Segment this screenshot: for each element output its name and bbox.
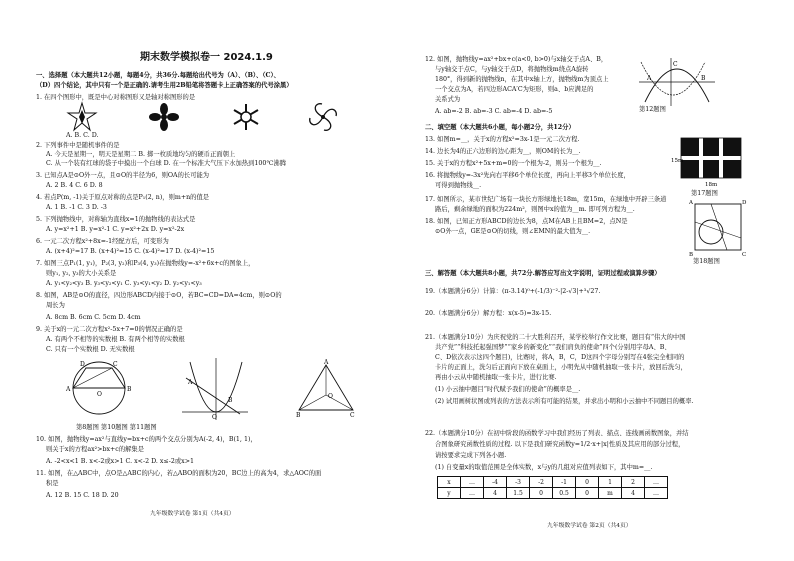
table-cell: x bbox=[438, 477, 461, 488]
q1-shape-c-icon bbox=[230, 102, 262, 132]
fig17-width-label: 15m bbox=[671, 158, 684, 164]
figure-captions-row: 第8题图 第10题图 第11题图 bbox=[76, 424, 157, 431]
q1-shape-b-icon bbox=[148, 102, 180, 132]
table-cell: -2 bbox=[530, 477, 553, 488]
question-2-options-ab: A. 今天是星期一，明天是星期二 B. 掷一枚质地均匀的硬币正面朝上 bbox=[46, 151, 236, 158]
question-13: 13. 如图m=__，关于x的方程x²=3x-1是一元二次方程. bbox=[425, 136, 580, 143]
table-row-y bbox=[438, 488, 668, 499]
question-3: 3. 已知点A是⊙O外一点，且⊙O的半径为6，则OA的长可能为 bbox=[36, 172, 210, 179]
left-footer: 九年级数学试卷 第1页（共4页） bbox=[150, 511, 235, 517]
fig12-parabolas-diagram bbox=[637, 56, 717, 108]
table-cell: -3 bbox=[507, 477, 530, 488]
question-16: 16. 将抛物线y=-3x²先向右平移6个单位长度，再向上平移3个单位长度， bbox=[425, 172, 630, 179]
svg-text:A: A bbox=[689, 200, 693, 206]
section-1-heading: 一、选择题（本大题共12小题，每题4分，共36分.每题给出代号为（A）、（B）、（C）、 bbox=[36, 72, 280, 79]
table-cell: 0 bbox=[530, 488, 553, 499]
question-6-options: A. (x+4)²=17 B. (x+4)²=15 C. (x-4)²=17 D. (x-4)²=15 bbox=[46, 248, 215, 255]
fig17-length-label: 18m bbox=[705, 182, 718, 188]
question-12-line4: 一个交点为A，若四边形ACA′C为矩形，则a、b应满足的 bbox=[435, 86, 594, 93]
svg-text:A: A bbox=[188, 379, 193, 386]
table-cell: 4 bbox=[484, 488, 507, 499]
question-10-options: A. -2<x<1 B. x<-2或x>1 C. x<-2 D. x≤-2或x>1 bbox=[46, 458, 194, 465]
question-2: 2. 下列事件中是随机事件的是 bbox=[36, 142, 120, 149]
section-1-instructions: （D）四个结论，其中只有一个是正确的.请考生用2B铅笔将答题卡上正确答案的代号涂黑） bbox=[36, 82, 293, 89]
svg-text:O: O bbox=[97, 391, 102, 398]
question-16-cont: 可得到抛物线__. bbox=[435, 182, 482, 189]
fig11-triangle-diagram bbox=[296, 359, 356, 419]
svg-text:C: C bbox=[673, 61, 678, 68]
question-11: 11. 如图，在△ABC中，点O是△ABC的内心，若△ABO的面积为20，BC边上的高为4，求△AOC的面 bbox=[36, 470, 322, 477]
fig8-circle-diagram bbox=[64, 356, 134, 418]
svg-text:C: C bbox=[350, 412, 355, 419]
table-cell: 1.5 bbox=[507, 488, 530, 499]
fig18-square-circle-diagram bbox=[687, 198, 749, 256]
table-row-x bbox=[438, 477, 668, 488]
question-9-options-ab: A. 有两个不相等的实数根 B. 有两个相等的实数根 bbox=[46, 336, 185, 343]
right-footer: 九年级数学试卷 第2页（共4页） bbox=[547, 523, 632, 529]
question-8: 8. 如图，AB是⊙O的直径，四边形ABCD内接于⊙O，若BC=CD=DA=4cm，则⊙O的 bbox=[36, 292, 282, 299]
question-10-cont: 则关于x的方程ax²>bx+c的解集是 bbox=[46, 446, 145, 453]
question-21: 21.（本题满分10分）为庆祝党的二十大胜利召开，某学校举行作文比赛，题目有“伟大的中国 bbox=[425, 334, 686, 341]
question-15: 15. 关于x的方程x²+5x+m=0的一个根为-2，则另一个根为__. bbox=[425, 160, 602, 167]
svg-text:A: A bbox=[66, 386, 71, 393]
question-19: 19.（本题满分6分）计算：(π-3.14)⁰+(-1/3)⁻²-|2-√3|+³√27. bbox=[425, 288, 601, 295]
svg-text:D: D bbox=[742, 200, 747, 206]
question-18-cont: ⊙O外一点，GE是⊙O的切线，则∠EMN的最大值为__. bbox=[435, 228, 591, 235]
table-cell: 4 bbox=[622, 488, 645, 499]
table-cell: 0 bbox=[576, 488, 599, 499]
question-11-cont: 积是 bbox=[46, 480, 59, 487]
question-7-options: A. y₁<y₂<y₃ B. y₃<y₂<y₁ C. y₃<y₁<y₂ D. y₂<y₁<y₃ bbox=[46, 280, 202, 287]
question-8-cont: 周长为 bbox=[46, 302, 65, 309]
question-4: 4. 若点P(m, -1)关于原点对称的点是P₁(2, n)，则m+n的值是 bbox=[36, 194, 210, 201]
question-7-cont: 则y₁, y₂, y₃的大小关系是 bbox=[46, 270, 117, 277]
question-12-line3: 180°，得到新的抛物线n，在其中x轴上方，抛物线m为顶点上 bbox=[435, 76, 609, 83]
section-2-heading: 二、填空题（本大题共6小题，每小题2分，共12分） bbox=[425, 124, 575, 131]
question-21-part1: (1) 小云抽中题目“时代赋予我们的使命”的概率是__. bbox=[435, 386, 581, 393]
table-cell: m bbox=[599, 488, 622, 499]
right-page bbox=[397, 0, 794, 561]
question-22: 22.（本题满分10分）在初中阶段的函数学习中我们经历了列表、描点、连线画函数图象，并结 bbox=[425, 430, 689, 437]
question-22-line3: 请按要求完成下列各小题. bbox=[435, 452, 507, 459]
table-cell: … bbox=[645, 477, 668, 488]
svg-text:B: B bbox=[127, 386, 132, 393]
question-2-options-cd: C. 从一个装有红球的袋子中摸出一个白球 D. 在一个标准大气压下水加热到100℃沸腾 bbox=[46, 160, 286, 167]
svg-text:A: A bbox=[324, 359, 329, 366]
svg-text:O: O bbox=[328, 393, 333, 400]
question-6: 6. 一元二次方程x²+8x=-1经配方后，可变形为 bbox=[36, 238, 169, 245]
question-17-cont: 路后，剩余绿地的面积为224m²，则图中x的值为__m. 即可列方程为__. bbox=[435, 206, 635, 213]
table-cell: … bbox=[461, 488, 484, 499]
question-18: 18. 如图，已知正方形ABCD的边长为8，点M在AB上且BM=2，点N是 bbox=[425, 218, 628, 225]
table-cell: 0 bbox=[576, 477, 599, 488]
table-cell: … bbox=[645, 488, 668, 499]
svg-text:C: C bbox=[742, 252, 747, 258]
question-21-part2: (2) 试用画树状图或列表的方法表示所有可能的结果，并求出小明和小云抽中不同题目的概率. bbox=[435, 398, 694, 405]
question-20: 20.（本题满分6分）解方程：x(x-5)=3x-15. bbox=[425, 310, 552, 317]
question-3-options: A. 2 B. 4 C. 6 D. 8 bbox=[46, 182, 103, 189]
question-21-line4: 卡片的正面上，洗匀后正面向下放在桌面上，小明先从中随机抽取一张卡片，放回后洗匀， bbox=[435, 364, 687, 371]
question-5-options: A. y=x²+1 B. y=x²-1 C. y=x²+2x D. y=x²-2x bbox=[46, 226, 185, 233]
section-3-heading: 三、解答题（本大题共8小题，共72分.解答应写出文字说明，证明过程或演算步骤） bbox=[425, 270, 661, 277]
q1-shape-d-icon bbox=[306, 100, 340, 134]
fig10-parabola-diagram bbox=[180, 356, 250, 422]
table-cell: -1 bbox=[553, 477, 576, 488]
q1-shape-a-icon bbox=[66, 102, 98, 132]
question-5: 5. 下列抛物线中，对称轴为直线x=1的抛物线的表达式是 bbox=[36, 216, 196, 223]
question-12-options: A. ab=-2 B. ab=-3 C. ab=-4 D. ab=-5 bbox=[435, 108, 553, 115]
question-12: 12. 如图，抛物线y=ax²+bx+c(a<0, b>0)与x轴交于点A、B， bbox=[425, 56, 608, 63]
question-1-options: A. B. C. D. bbox=[66, 132, 99, 139]
table-cell: y bbox=[438, 488, 461, 499]
fig17-caption: 第17题图 bbox=[691, 190, 718, 197]
question-9-options-cd: C. 只有一个实数根 D. 无实数根 bbox=[46, 346, 135, 353]
svg-text:D: D bbox=[80, 361, 85, 368]
fig17-lawn-diagram bbox=[671, 132, 745, 190]
svg-text:B: B bbox=[296, 412, 301, 419]
question-21-line3: C、D依次表示这四个题目)，比赛时，将A，B，C，D这四个字母分别写在4张完全相同的 bbox=[435, 354, 685, 361]
question-12-line2: 与y轴交于点C，与y轴交于点D，将抛物线m绕点A旋转 bbox=[435, 66, 589, 73]
question-10: 10. 如图，抛物线y=ax²与直线y=bx+c的两个交点分别为A(-2, 4)，B(1, 1)， bbox=[36, 436, 257, 443]
question-12-line5: 关系式为 bbox=[435, 96, 461, 103]
question-22-line2: 合图象研究函数性质的过程. 以下是我们研究函数y=1/2·x+|x|性质及其应用的部分过程， bbox=[435, 441, 685, 448]
question-21-line5: 再由小云从中随机抽取一张卡片，进行比赛. bbox=[435, 374, 557, 381]
question-22-part1: (1) 自变量x的取值范围是全体实数，x与y的几组对应值列表如下，其中m=__. bbox=[435, 464, 653, 471]
svg-text:C: C bbox=[113, 361, 118, 368]
fig12-caption: 第12题图 bbox=[639, 106, 666, 113]
question-8-options: A. 8cm B. 6cm C. 5cm D. 4cm bbox=[46, 314, 141, 321]
question-9: 9. 关于x的一元二次方程x²-5x+7=0的情况正确的是 bbox=[36, 326, 183, 333]
table-cell: 0.5 bbox=[553, 488, 576, 499]
svg-text:B: B bbox=[701, 75, 706, 82]
question-21-line2: 共产党”“科技托起强国梦”“家乡的新变化”“我们肩负的使命”四个(分别用字母A、B、 bbox=[435, 344, 671, 351]
table-cell: 1 bbox=[599, 477, 622, 488]
svg-text:B: B bbox=[689, 252, 694, 258]
table-cell: … bbox=[461, 477, 484, 488]
question-14: 14. 边长为4的正六边形的边心距为__，则OM的长为__. bbox=[425, 148, 581, 155]
svg-text:A: A bbox=[647, 75, 652, 82]
svg-text:B: B bbox=[228, 397, 233, 404]
question-11-options: A. 12 B. 15 C. 18 D. 20 bbox=[46, 492, 119, 499]
svg-text:O: O bbox=[212, 414, 217, 421]
question-17: 17. 如图所示，某市世纪广场有一块长方形绿地长18m，宽15m，在绿地中开辟三条道 bbox=[425, 196, 667, 203]
question-7: 7. 如图三点P₁(1, y₁)，P₂(3, y₂)和P₃(4, y₃)在抛物线y=-x²+6x+c的图象上， bbox=[36, 260, 255, 267]
question-4-options: A. 1 B. -1 C. 3 D. -3 bbox=[46, 204, 107, 211]
question-1: 1. 在四个图形中，既是中心对称图形又是轴对称图形的是 bbox=[36, 94, 196, 101]
fig18-caption: 第18题图 bbox=[693, 258, 720, 265]
page-title: 期末数学模拟卷一 2024.1.9 bbox=[140, 52, 273, 63]
q22-value-table bbox=[437, 476, 668, 499]
table-cell: -4 bbox=[484, 477, 507, 488]
table-cell: 2 bbox=[622, 477, 645, 488]
